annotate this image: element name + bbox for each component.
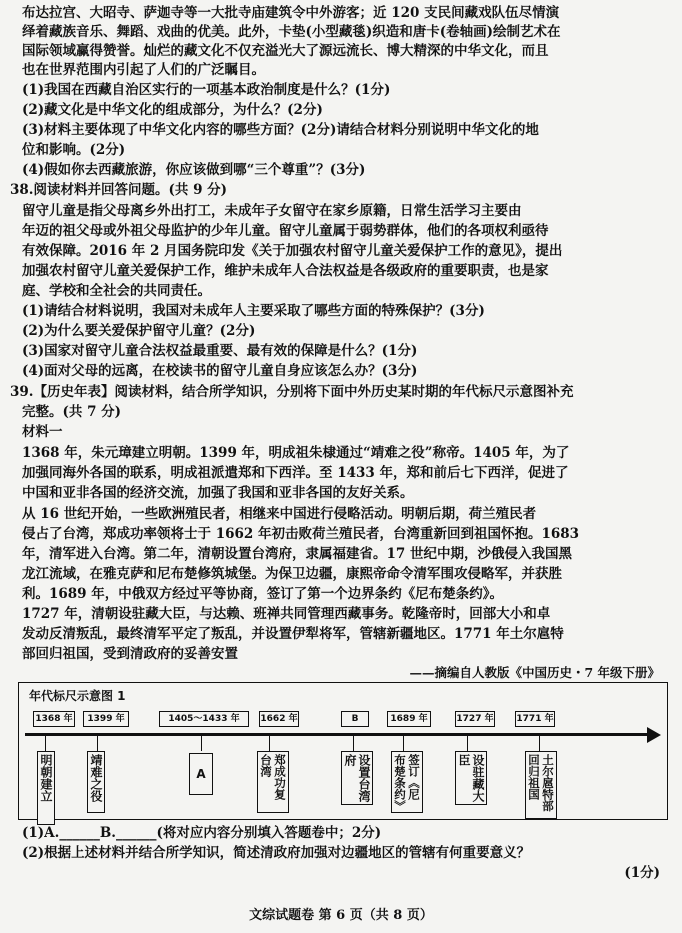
text-line: 绎着藏族音乐、舞蹈、戏曲的优美。此外，卡垫(小型藏毯)织造和唐卡(卷轴画)绘制艺术在 [22,24,561,40]
connector [403,736,404,751]
timeline-year: 1399 年 [83,711,129,727]
timeline-year: 1771 年 [515,711,555,727]
source-citation: ——摘编自人教版《中国历史・7 年级下册》 [409,665,660,680]
question-line: (1)我国在西藏自治区实行的一项基本政治制度是什么？(1分) [22,82,391,98]
text-line: 国际领域赢得赞誉。灿烂的藏文化不仅充溢光大了源远流长、博大精深的中华文化，而且 [22,43,549,59]
text-line: 1368 年，朱元璋建立明朝。1399 年，明成祖朱棣通过“靖难之役”称帝。1405 年，为了 [22,445,570,461]
connector [467,736,468,751]
text-line: 庭、学校和全社会的共同责任。 [22,283,211,299]
timeline-diagram [18,682,668,820]
text-line: 侵占了台湾，郑成功率领将士于 1662 年初击败荷兰殖民者，台湾重新回到祖国怀抱。1683 [22,526,580,542]
text-line: 1727 年，清朝设驻藏大臣，与达赖、班禅共同管理西藏事务。乾隆帝时，回部大小和卓 [22,606,551,622]
question-heading: 38.阅读材料并回答问题。(共 9 分) [10,182,228,198]
text-line: 从 16 世纪开始，一些欧洲殖民者，相继来中国进行侵略活动。明朝后期，荷兰殖民者 [22,506,537,522]
timeline-year: 1662 年 [259,711,299,727]
question-line: 位和影响。(2分) [22,142,126,158]
question-line: (2)根据上述材料并结合所学知识，简述清政府加强对边疆地区的管辖有何重要意义？ [22,845,531,861]
text-line: 部回归祖国，受到清政府的妥善安置 [22,646,238,662]
question-line: (3)材料主要体现了中华文化内容的哪些方面？(2分)请结合材料分别说明中华文化的地 [22,122,539,138]
text-line: 布达拉宫、大昭寺、萨迦寺等一大批寺庙建筑令中外游客；近 120 支民间藏戏队伍尽情演 [22,5,560,21]
text-line: 加强农村留守儿童关爱保护工作，维护未成年人合法权益是各级政府的重要职责，也是家 [22,263,549,279]
timeline-arrow-icon [647,727,661,743]
timeline-event: 靖难之役 [87,751,105,813]
text-line: 发动反清叛乱，最终清军平定了叛乱，并设置伊犁将军，管辖新疆地区。1771 年土尔扈特 [22,626,564,642]
question-line: 完整。(共 7 分) [22,404,122,420]
timeline-year: 1689 年 [387,711,431,727]
timeline-axis [25,733,653,736]
timeline-year: 1405～1433 年 [159,711,249,727]
timeline-event: 设置台湾府 [341,751,373,805]
text-line: 也在世界范围内引起了人们的广泛瞩目。 [22,62,265,78]
text-line: 龙江流域，在雅克萨和尼布楚修筑城堡。为保卫边疆，康熙帝命令清军围攻侵略军，并获胜 [22,566,562,582]
timeline-event: 设驻藏大臣 [455,751,487,805]
question-line: (1)A.______B.______(将对应内容分别填入答题卷中；2分) [22,825,382,841]
question-line: (1)请结合材料说明，我国对未成年人主要采取了哪些方面的特殊保护？(3分) [22,303,485,319]
question-line: (3)国家对留守儿童合法权益最重要、最有效的保障是什么？(1分) [22,343,418,359]
timeline-event: 土尔扈特部回归祖国 [525,751,557,819]
timeline-event: 郑成功复台湾 [257,751,289,813]
connector [353,736,354,751]
text-line: 利。1689 年，中俄双方经过平等协商，签订了第一个边界条约《尼布楚条约》。 [22,586,504,602]
timeline-year: 1368 年 [33,711,75,727]
connector [201,736,202,751]
score-note: (1分) [624,865,660,881]
timeline-year: 1727 年 [455,711,495,727]
page-footer: 文综试题卷 第 6 页（共 8 页） [249,908,433,923]
timeline-event: 签订《尼布楚条约》 [391,751,423,813]
text-line: 年，清军进入台湾。第二年，清朝设置台湾府，隶属福建省。17 世纪中期，沙俄侵入我国黑 [22,546,572,562]
timeline-event-a: A [189,753,213,795]
connector [45,736,46,751]
question-line: (2)为什么要关爱保护留守儿童？(2分) [22,323,256,339]
text-line: 有效保障。2016 年 2 月国务院印发《关于加强农村留守儿童关爱保护工作的意见》，提出 [22,243,563,259]
text-line: 留守儿童是指父母离乡外出打工，未成年子女留守在家乡原籍，日常生活学习主要由 [22,203,522,219]
question-line: (4)假如你去西藏旅游，你应该做到哪“三个尊重”？(3分) [22,162,366,178]
question-line: (2)藏文化是中华文化的组成部分，为什么？(2分) [22,102,323,118]
material-label: 材料一 [22,424,63,440]
text-line: 加强同海外各国的联系，明成祖派遣郑和下西洋。至 1433 年，郑和前后七下西洋，促进了 [22,465,569,481]
timeline-year-b: B [341,711,369,727]
connector [269,736,270,751]
connector [539,736,540,751]
text-line: 年迈的祖父母或外祖父母监护的少年儿童。留守儿童属于弱势群体，他们的各项权利亟待 [22,223,549,239]
timeline-title: 年代标尺示意图 1 [29,689,126,703]
text-line: 中国和亚非各国的经济交流，加强了我国和亚非各国的友好关系。 [22,485,414,501]
connector [97,736,98,751]
question-heading: 39.【历史年表】阅读材料，结合所学知识，分别将下面中外历史某时期的年代标尺示意图补充 [10,384,574,400]
timeline-event: 明朝建立 [37,751,55,825]
question-line: (4)面对父母的远离，在校读书的留守儿童自身应该怎么办？(3分) [22,363,418,379]
